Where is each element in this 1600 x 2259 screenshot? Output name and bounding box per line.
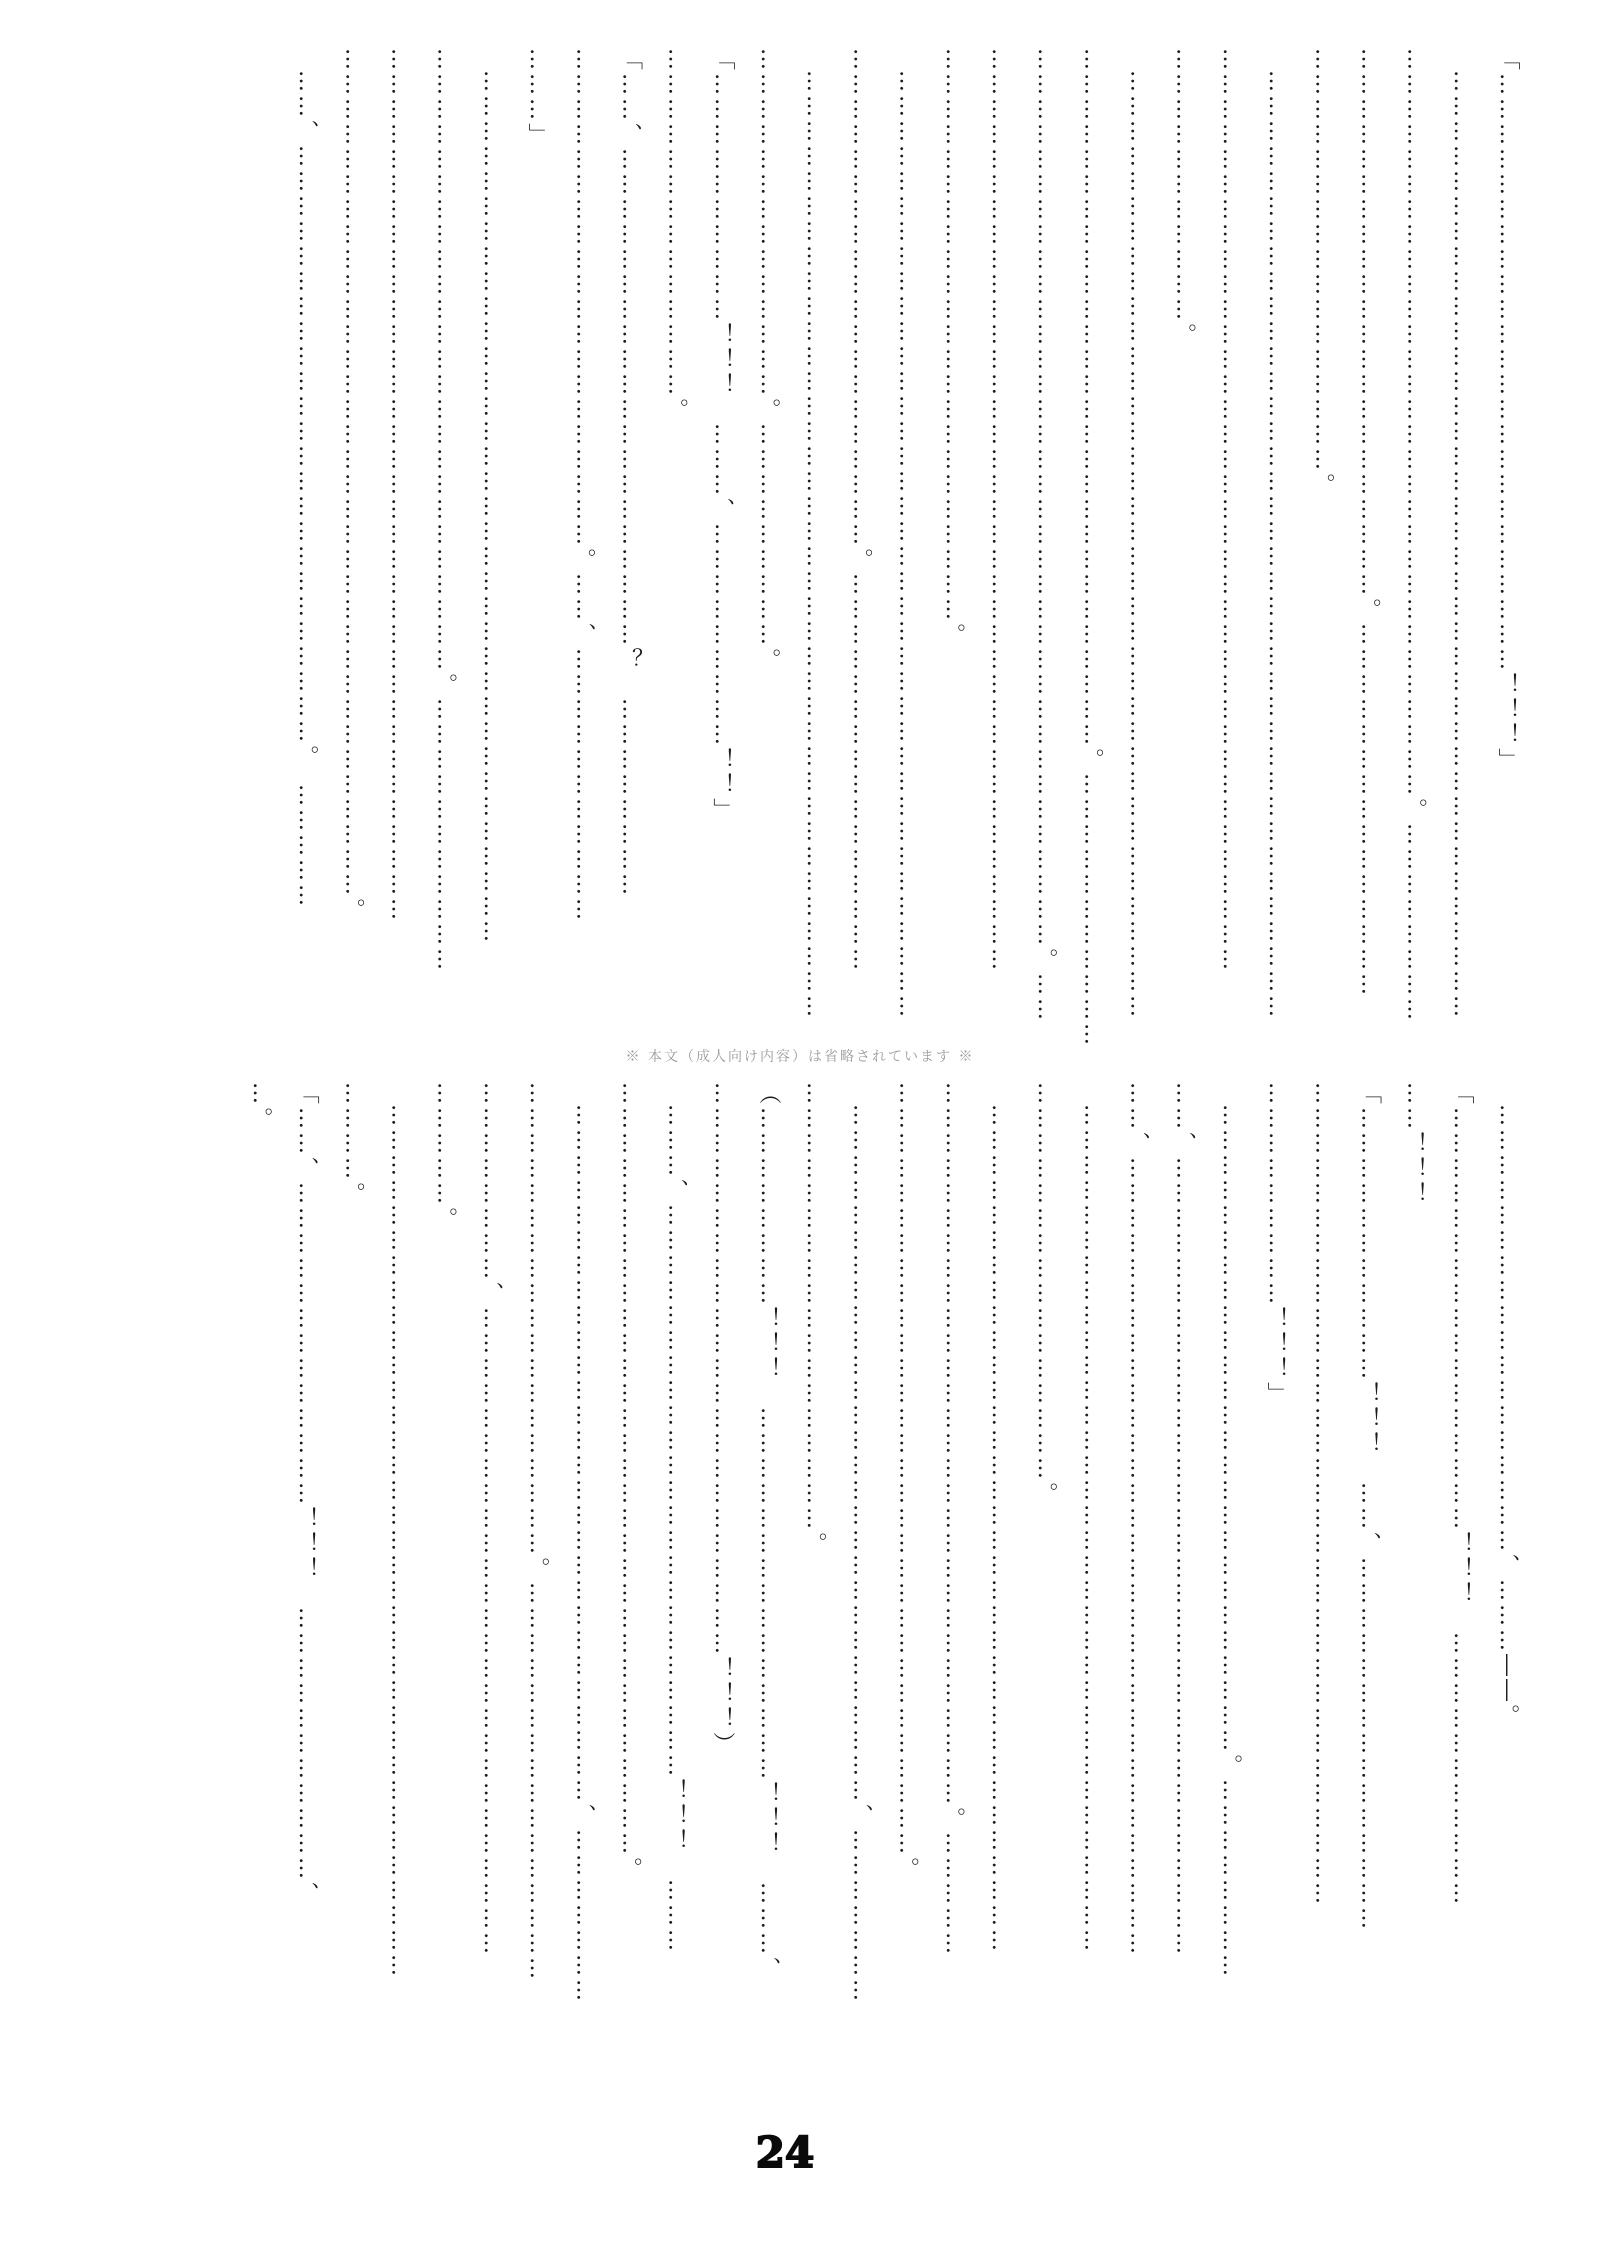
redacted-text-column: ……………。 <box>432 1082 458 1232</box>
redacted-text-column: ………………………………………………。 <box>802 1082 828 1557</box>
redacted-text-column: ……、………………………………………………………………。 …………… <box>294 70 320 909</box>
redacted-text-column: ………………………………………………………………………………。…………………… <box>1402 48 1428 1023</box>
text-band-bottom <box>70 1082 1530 2092</box>
redacted-text-column: …………………………………………………………………………、………………… <box>848 1104 874 2004</box>
redacted-text-column: …………。 <box>340 1082 366 1207</box>
redacted-text-column: …………………………………………………………………………………………。 <box>340 48 366 923</box>
redacted-text-column: ……………………、…………………………………………………………………… <box>478 1082 504 1957</box>
redacted-text-column: ……………………………………………………………………………。…………… <box>940 1082 966 1957</box>
redacted-text-column: …………………………………………………………………………………………… <box>386 1104 412 1979</box>
redacted-text-column: …………………………………………………………………………。…………………………… <box>1079 48 1105 1048</box>
redacted-text-column: …………………………………………………………………………………………………… <box>1448 70 1474 1020</box>
redacted-text-column: ………………………………………………………………………………………………… <box>986 48 1012 973</box>
redaction-note: ※ 本文（成人向け内容）は省略されています ※ <box>625 1049 975 1065</box>
redacted-text-column: ………………………………………………………………………………………………… <box>1217 48 1243 973</box>
redacted-text-column: ………………………！！！」 <box>1264 1082 1290 1407</box>
redacted-text-column: ……！！！ <box>1402 1082 1428 1207</box>
redacted-text-column: ………」 <box>525 48 551 148</box>
redacted-text-column: ……、…………………………………………………………………………………… <box>1125 1082 1151 1957</box>
redacted-text-column: ………………………………………………、………――。 <box>1495 1104 1520 1729</box>
redacted-text-column: …………………………………………………………………………………………………… <box>802 70 828 1020</box>
redacted-text-column: ……………………………………………………。……、…………………………… <box>571 48 597 923</box>
redacted-text-column: 「……………………………………………！！！ …………………………… <box>1448 1082 1474 1907</box>
redacted-text-column: …………………………………………………………………………………。 <box>617 1082 643 1882</box>
redacted-text-column: …………………………………………………………………………、………………… <box>571 1104 597 2004</box>
redacted-text-column: ………、……………………………………………………………！！！ ……… <box>663 1104 689 1954</box>
redacted-text-column: ………………………………………………………………………………………… <box>986 1104 1012 1954</box>
redacted-text-column: 「……………………………！！！ ……、……………………………………… <box>1356 1082 1382 1932</box>
redacted-text-column: ……………………………。 <box>1171 48 1197 348</box>
redacted-text-column: 「……、……………………………………………………？ …………………… <box>617 48 643 898</box>
redacted-text-column: …………………………………………………………………。…………………………… <box>432 48 458 973</box>
redacted-text-column: ……………………………………。………………………。 <box>756 48 781 673</box>
redacted-text-column: ……………………………………………………………………。…………………… <box>1217 1104 1243 1979</box>
redacted-text-column: ……………………………………………。 <box>1310 48 1336 498</box>
redacted-text-column: 「……、…………………………………！！！ ……………………………、 <box>294 1082 320 1907</box>
redacted-text-column: ……………………………………………………………！！！） <box>709 1082 735 1757</box>
redacted-text-column: ………………………………………………………………………………………………。…… <box>1033 48 1059 1023</box>
redacted-text-column: …………………………………………………………………………………………………… <box>1125 70 1151 1020</box>
redacted-text-column: 「………………………………………………………………！！！」 <box>1495 48 1520 773</box>
redacted-text-column: …。 <box>247 1082 273 1132</box>
redacted-text-column: …………………………………………………………………………………………… <box>478 70 504 945</box>
redacted-text-column: …………………………………………………………………………………………… <box>386 48 412 923</box>
redacted-text-column: …………………………………………………………。……………………………………… <box>1356 48 1382 998</box>
redacted-text-column: ……………………………………………………………………………………… <box>1310 1082 1336 1907</box>
page-number: 24 <box>755 2128 815 2177</box>
redacted-text-column: ………………………………………………………………………………………… <box>1079 1104 1105 1954</box>
redacted-text-column: …………………………………………。 <box>1033 1082 1059 1507</box>
redacted-text-column: ……………………………………。 <box>663 48 689 423</box>
redacted-text-column: …………………………………………………………………………………。 <box>894 1082 920 1882</box>
redacted-text-column: ……………………………………………………。………………………………………… <box>848 48 874 973</box>
text-band-top <box>70 48 1530 1048</box>
redacted-text-column: （……………………！！！ ………………………………………！！！ ………、 <box>756 1082 781 1982</box>
redacted-text-column: …………………………………………………。………………………………………… <box>525 1082 551 1982</box>
redacted-text-column: …………………………………………………………………………………………………… <box>1264 70 1290 1020</box>
redacted-text-column: ……………………………………………………………。 <box>940 48 966 648</box>
redacted-text-column: ……、…………………………………………………………………………………… <box>1171 1082 1197 1957</box>
redacted-text-column: 「…………………………！！！ ………、………………………！！」 <box>709 48 735 823</box>
redacted-text-column: …………………………………………………………………………………………………… <box>894 70 920 1020</box>
